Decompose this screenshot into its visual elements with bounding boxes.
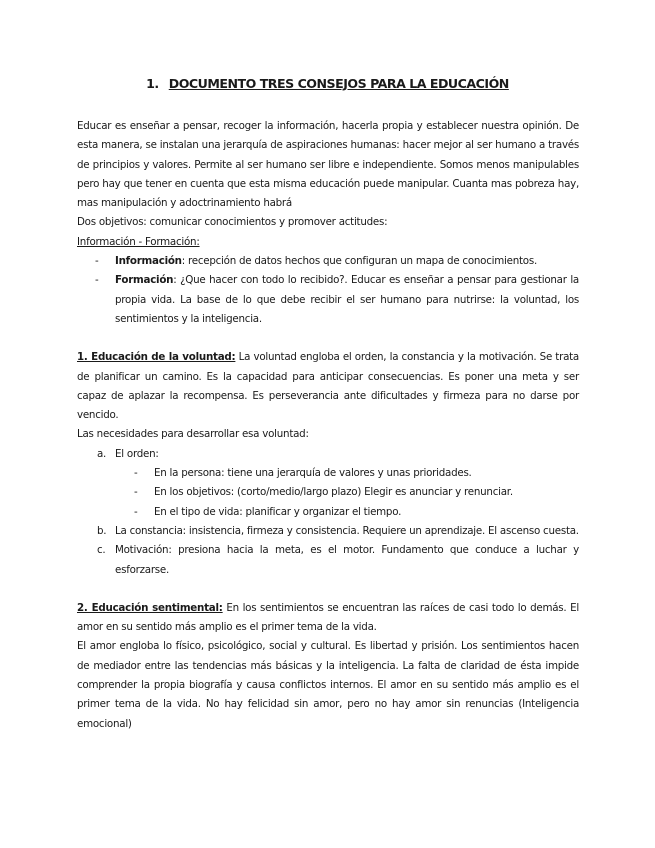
title-text: DOCUMENTO TRES CONSEJOS PARA LA EDUCACIÓN <box>168 76 509 91</box>
bullet-text: : ¿Que hacer con todo lo recibido?. Educar es enseñar a pensar para gestionar la propia vida. La base de lo que debe recibir el ser humano para nutrirse: la voluntad, los sentimientos y la inteligencia. <box>115 274 579 325</box>
section1-intro: 1. Educación de la voluntad: La voluntad engloba el orden, la constancia y la motivación. Se trata de planificar un camino. Es la capacidad para anticipar consecuencias. Es poner una meta y ser capaz de aplazar la recompensa. Es perseverancia ante dificultades y firmeza para no darse por vencido. <box>77 351 579 422</box>
section2-paragraph: El amor engloba lo físico, psicológico, social y cultural. Es libertad y prisión. Los sentimientos hacen de mediador entre las tendencias más básicas y la inteligencia. La falta de claridad de ésta impide comprender la propia biografía y causa conflictos internos. El amor en su sentido más amplio es el primer tema de la vida. No hay felicidad sin amor, pero no hay amor sin renuncias (Inteligencia emocional) <box>77 640 579 730</box>
list-marker: a. <box>97 447 107 460</box>
intro-paragraph: Educar es enseñar a pensar, recoger la información, hacerla propia y establecer nuestra opinión. De esta manera, se instalan una jerarquía de aspiraciones humanas: hacer mejor al ser humano a través de principios y valores. Permite al ser humano ser libre e independiente. Somos menos manipulables pero hay que tener en cuenta que esta misma educación puede manipular. Cuanta mas pobreza hay, mas manipulación y adoctrinamiento habrá <box>77 120 579 210</box>
bullet-marker: - <box>95 255 99 268</box>
section1-heading: 1. Educación de la voluntad: <box>77 351 236 364</box>
bullet-term: Información <box>115 255 182 268</box>
sublist-item: - En los objetivos: (corto/medio/largo plazo) Elegir es anunciar y renunciar. <box>134 486 513 499</box>
bullet-term: Formación <box>115 274 174 287</box>
info-formation-subheading: Información - Formación: <box>77 235 200 248</box>
document-body <box>77 117 579 734</box>
title-number: 1. <box>146 76 159 91</box>
list-item-orden: a. El orden: <box>77 445 579 464</box>
bullet-marker: - <box>95 274 99 287</box>
document-title <box>0 76 655 91</box>
list-marker: b. <box>97 524 107 537</box>
bullet-text: : recepción de datos hechos que configuran un mapa de conocimientos. <box>181 255 537 268</box>
bullet-informacion <box>77 252 579 271</box>
list-item-constancia: b. La constancia: insistencia, firmeza y consistencia. Requiere un aprendizaje. El ascenso cuesta. <box>77 522 579 541</box>
list-marker: c. <box>97 544 106 557</box>
bullet-formacion <box>77 271 579 329</box>
section2-heading: 2. Educación sentimental: <box>77 601 223 614</box>
sublist-item: - En el tipo de vida: planificar y organizar el tiempo. <box>134 505 402 518</box>
section2-intro: 2. Educación sentimental: En los sentimientos se encuentran las raíces de casi todo lo demás. El amor en su sentido más amplio es el primer tema de la vida. <box>77 601 579 634</box>
objectives-line: Dos objetivos: comunicar conocimientos y promover actitudes: <box>77 216 388 229</box>
list-item-motivacion: c. Motivación: presiona hacia la meta, es el motor. Fundamento que conduce a luchar y esforzarse. <box>77 541 579 580</box>
sublist-item: - En la persona: tiene una jerarquía de valores y unas prioridades. <box>134 467 472 480</box>
section1-needs: Las necesidades para desarrollar esa voluntad: <box>77 428 309 441</box>
